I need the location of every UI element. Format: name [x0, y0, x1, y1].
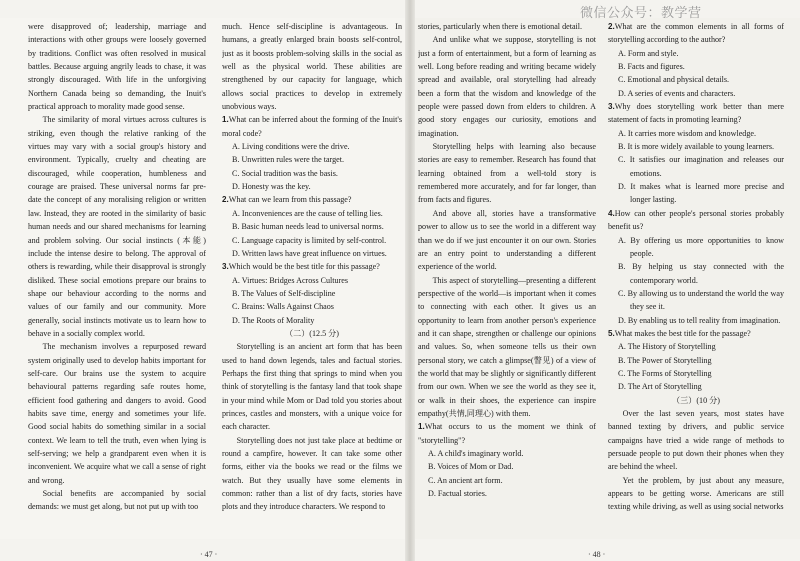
- option: B. The Values of Self-discipline: [232, 288, 336, 298]
- paragraph: were disapproved of; leadership, marriage and interactions with other groups were loosely governed by traditions. Conflict was often resolved in musical battles. Because arguing angrily leads to chase, it was strongly discouraged. With life in the unforgiving Northern Canada being so demanding, the Inuit's practical approach to morality made good sense.: [28, 22, 206, 112]
- question-number: 3.: [222, 262, 229, 272]
- paragraph: Storytelling is an ancient art form that has been used to hand down legends, tales and factual stories. Perhaps the first thing that springs to mind when you think of storytelling is the fantasy land that took shape in your mind while Mom or Dad told you stories about princes, castles and monsters, with a unique voice for each character.: [222, 342, 402, 432]
- option: D. Honesty was the key.: [232, 182, 311, 192]
- question-4: [608, 207, 784, 234]
- paragraph: Over the last seven years, most states have banned texting by drivers, and public service campaigns have tried a wide range of methods to persuade people to put down their phones when they are behind the wheel.: [608, 408, 784, 472]
- option: A. Inconveniences are the cause of telling lies.: [232, 208, 383, 218]
- question-number: 3.: [608, 102, 615, 112]
- paragraph: The mechanism involves a repurposed reward system originally used to develop habits important for self-care. Our brains use the system to acquire behavioural patterns regarding safe routes home, efficient food gathering and dangers to avoid. Good habits save time, energy and sometimes your life. Good social habits do something similar in a social context. We learn to tell the truth, even when lying is self-serving; we help a grandparent even when it is inconvenient. We acquire what we call a sense of right and wrong.: [28, 342, 206, 485]
- question-2: [222, 193, 402, 206]
- section-heading: （二）(12.5 分): [285, 328, 339, 338]
- question-number: 1.: [418, 422, 425, 432]
- paragraph: The similarity of moral virtues across cultures is striking, even though the relative ranking of the virtues may vary with a social group's history and environment. Typically, cruelty and cheating are discouraged, while cooperation, humbleness and courage are praised. These universal norms far pre-date the concept of any moralising religion or written law. Instead, they are rooted in the similarity of basic human needs and our shared mechanisms for learning and problem solving. Our social instincts (本能) include the intense desire to belong. The approval of others is rewarding, while their disapproval is strongly disliked. These social emotions prepare our brains to shape our behaviour according to the norms and values of our family and our community. More generally, social instincts motivate us to learn how to behave in a socially complex world.: [28, 115, 206, 338]
- paragraph: stories, particularly when there is emotional detail.: [418, 22, 583, 31]
- watermark: 微信公众号：教学营: [580, 6, 702, 21]
- option: B. Voices of Mom or Dad.: [428, 462, 514, 472]
- question-text: How can other people's personal stories probably benefit us?: [608, 208, 784, 232]
- option: D. The Art of Storytelling: [618, 382, 702, 392]
- question-1: [222, 113, 402, 140]
- option: D. A series of events and characters.: [618, 88, 736, 98]
- paragraph: Yet the problem, by just about any measure, appears to be getting worse. Americans are still texting while driving, as well as using social networks: [608, 475, 784, 512]
- question-text: What are the common elements in all forms of storytelling according to the author?: [608, 22, 784, 45]
- column-2: [222, 20, 402, 536]
- option: C. An ancient art form.: [428, 475, 503, 485]
- option: A. A child's imaginary world.: [428, 449, 524, 458]
- question-2: [608, 20, 784, 47]
- option: A. It carries more wisdom and knowledge.: [618, 128, 757, 138]
- page-number-right: · 48 ·: [588, 550, 606, 559]
- question-number: 5.: [608, 328, 615, 338]
- option: C. The Forms of Storytelling: [618, 368, 712, 378]
- option: D. It makes what is learned more precise and longer lasting.: [618, 182, 784, 205]
- page-number-left: · 47 ·: [200, 550, 218, 559]
- question-text: What can we learn from this passage?: [228, 195, 352, 205]
- column-3: [418, 20, 596, 536]
- option: D. Written laws have great influence on virtues.: [232, 248, 387, 258]
- paragraph: Storytelling does not just take place at bedtime or round a campfire, however. It can take some other forms, either via the books we read or the films we watch. But they usually have some elements in common: rather than a list of dry facts, stories have plots and they introduce characters. We respond to: [222, 435, 402, 512]
- option: B. By helping us stay connected with the contemporary world.: [618, 262, 784, 285]
- question-number: 2.: [222, 195, 229, 205]
- question-5: [608, 327, 784, 340]
- question-1: [418, 420, 596, 447]
- question-text: What can be inferred about the forming of the Inuit's moral code?: [222, 115, 402, 138]
- option: C. Language capacity is limited by self-control.: [232, 235, 387, 245]
- option: C. Emotional and physical details.: [618, 75, 730, 85]
- option: A. The History of Storytelling: [618, 342, 716, 352]
- option: C. By allowing us to understand the world the way they see it.: [618, 288, 784, 312]
- option: B. It is more widely available to young learners.: [618, 142, 774, 152]
- section-heading: （三）(10 分): [672, 395, 720, 405]
- option: C. It satisfies our imagination and releases our emotions.: [618, 155, 784, 178]
- question-3: [608, 100, 784, 127]
- question-number: 2.: [608, 22, 615, 31]
- book-gutter: [405, 0, 415, 561]
- option: A. Virtues: Bridges Across Cultures: [232, 275, 349, 285]
- paragraph: much. Hence self-discipline is advantageous. In humans, a greatly enlarged brain boosts self-control, just as it boosts problem-solving skills in the social as well as the physical world. These abilities are strengthened by our capacity for language, which allows social practices to develop in extremely unobvious ways.: [222, 22, 402, 112]
- question-text: What occurs to us the moment we think of "storytelling"?: [418, 422, 596, 445]
- option: B. The Power of Storytelling: [618, 355, 712, 365]
- option: C. Brains: Walls Against Chaos: [232, 302, 334, 312]
- option: D. By enabling us to tell reality from imagination.: [618, 315, 781, 325]
- paragraph: Storytelling helps with learning also because stories are easy to remember. Research has found that learning obtained from a well-told story is remembered more accurately, and for far longer, than from facts and figures.: [418, 142, 596, 205]
- option: B. Unwritten rules were the target.: [232, 155, 345, 165]
- option: D. Factual stories.: [428, 489, 487, 499]
- paragraph: And unlike what we suppose, storytelling is not just a form of entertainment, but a form of learning as well. Long before reading and writing became widely spread and available, oral storytelling had already been a form that the wisdom and knowledge of the people were passed down from elders to children. A good story engages our curiosity, emotions and imagination.: [418, 35, 596, 138]
- question-number: 1.: [222, 115, 229, 125]
- option: B. Facts and figures.: [618, 62, 685, 72]
- question-text: Which would be the best title for this passage?: [228, 262, 380, 272]
- option: D. The Roots of Morality: [232, 315, 315, 325]
- option: A. By offering us more opportunities to know people.: [618, 235, 784, 258]
- question-text: Why does storytelling work better than mere statement of facts in promoting learning?: [608, 102, 784, 125]
- question-3: [222, 260, 402, 273]
- option: A. Form and style.: [618, 48, 679, 58]
- paragraph: And above all, stories have a transformative power to allow us to see the world in a different way than we do if we just encounter it on our own. Stories are an entry point to understanding a different experience of the world.: [418, 208, 596, 272]
- option: A. Living conditions were the drive.: [232, 142, 350, 152]
- question-text: What makes the best title for the passage?: [614, 328, 751, 338]
- option: B. Basic human needs lead to universal norms.: [232, 222, 384, 232]
- option: C. Social tradition was the basis.: [232, 168, 338, 178]
- question-number: 4.: [608, 208, 615, 218]
- column-1: [28, 20, 206, 536]
- column-4: [608, 20, 784, 536]
- paragraph: This aspect of storytelling—presenting a different perspective of the world—is important when it comes to connecting with each other. It gives us an opportunity to learn from another person's experience and it can shape, strengthen or challenge our opinions and values. So, when someone tells us their own personal story, we catch a glimpse(瞥见) of a view of the world that may be slightly or significantly different from our own. When we see the world as they see it, or walk in their shoes, the experience can inspire empathy(共情,同理心) with them.: [418, 275, 596, 418]
- paragraph: Social benefits are accompanied by social demands: we must get along, but not put up with too: [28, 489, 206, 512]
